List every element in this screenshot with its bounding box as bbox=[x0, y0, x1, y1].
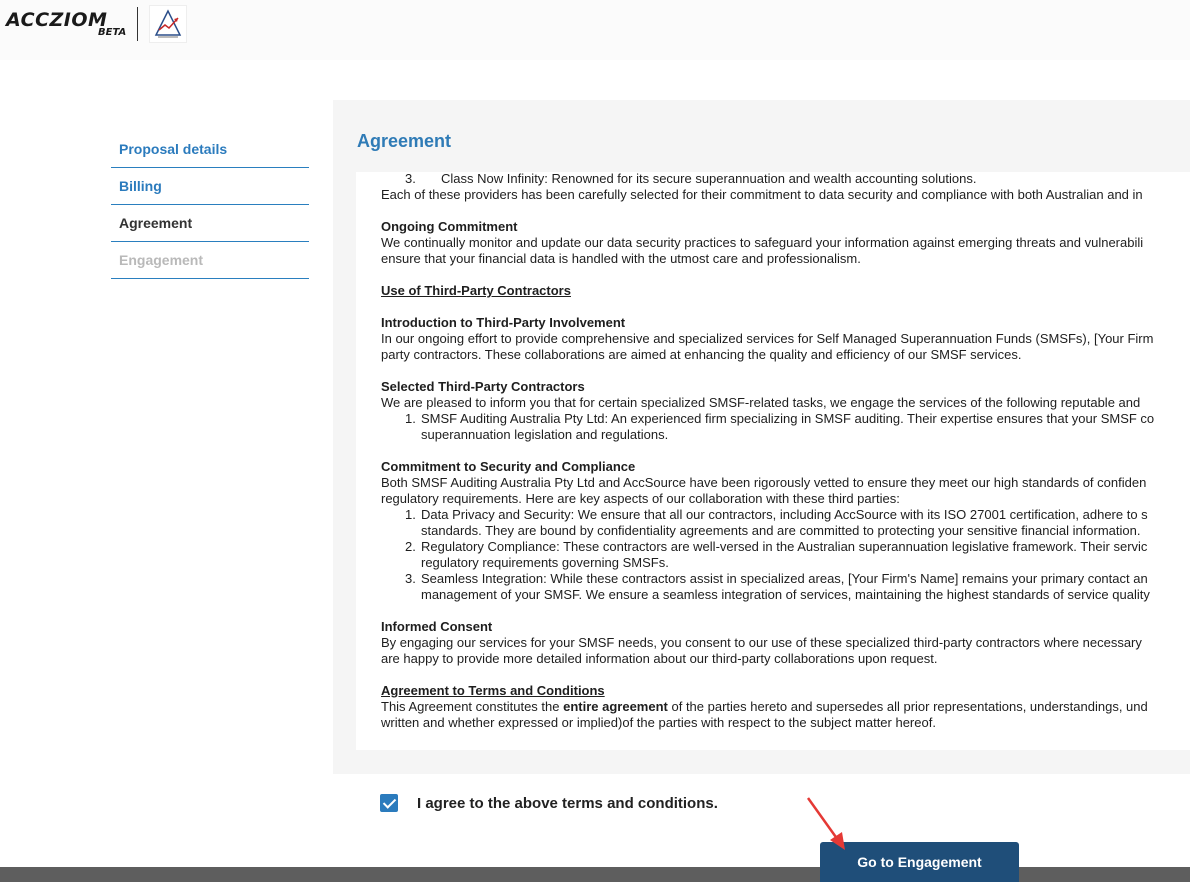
list-item: 3. Class Now Infinity: Renowned for its secure superannuation and wealth accounting solutions. bbox=[405, 172, 977, 186]
section-heading: Informed Consent bbox=[381, 619, 493, 634]
section-heading: Use of Third-Party Contractors bbox=[381, 283, 571, 298]
annotation-arrow-icon bbox=[800, 792, 860, 858]
sidebar-item-engagement: Engagement bbox=[111, 242, 309, 279]
list-item: 2. Regulatory Compliance: These contractors are well-versed in the Australian superannuation legislative framework. Their servic bbox=[405, 539, 1148, 554]
section-heading: Commitment to Security and Compliance bbox=[381, 459, 636, 474]
paragraph: In our ongoing effort to provide comprehensive and specialized services for Self Managed Superannuation Funds (SMSFs), [Your Firm bbox=[381, 331, 1154, 346]
agree-row bbox=[380, 794, 718, 812]
paragraph: Both SMSF Auditing Australia Pty Ltd and AccSource have been rigorously vetted to ensure they meet our high standards of confiden bbox=[381, 475, 1147, 490]
paragraph: Each of these providers has been carefully selected for their commitment to data security and compliance with both Australian and in bbox=[381, 187, 1143, 202]
logo-divider bbox=[137, 7, 138, 41]
go-to-engagement-button[interactable]: Go to Engagement bbox=[820, 842, 1019, 882]
paragraph: regulatory requirements. Here are key aspects of our collaboration with these third parties: bbox=[381, 491, 900, 506]
list-item-continuation: standards. They are bound by confidentiality agreements and are committed to protecting your sensitive financial information. bbox=[421, 523, 1141, 538]
list-item-continuation: regulatory requirements governing SMSFs. bbox=[421, 555, 669, 570]
list-item-continuation: management of your SMSF. We ensure a seamless integration of services, maintaining the highest standards of service quality bbox=[421, 587, 1150, 602]
list-item: 1. SMSF Auditing Australia Pty Ltd: An experienced firm specializing in SMSF auditing. Their expertise ensures that your SMSF co bbox=[405, 411, 1155, 426]
agreement-panel bbox=[333, 100, 1190, 774]
brand-name: ACCZIOM bbox=[6, 9, 108, 31]
paragraph: ensure that your financial data is handled with the utmost care and professionalism. bbox=[381, 251, 861, 266]
page-title: Agreement bbox=[357, 131, 452, 151]
section-heading: Agreement to Terms and Conditions bbox=[381, 683, 605, 698]
partner-logo-icon bbox=[149, 5, 187, 43]
paragraph: By engaging our services for your SMSF needs, you consent to our use of these specialized third-party contractors where necessary bbox=[381, 635, 1142, 650]
list-item-continuation: superannuation legislation and regulations. bbox=[421, 427, 669, 442]
app-header bbox=[0, 0, 1190, 60]
paragraph: party contractors. These collaborations are aimed at enhancing the quality and efficiency of our SMSF services. bbox=[381, 347, 1022, 362]
brand-beta-tag: BETA bbox=[98, 27, 127, 38]
agreement-scroll-area[interactable] bbox=[356, 172, 1190, 750]
paragraph: written and whether expressed or implied)of the parties with respect to the subject matter hereof. bbox=[381, 715, 936, 730]
sidebar-item-billing[interactable]: Billing bbox=[111, 168, 309, 205]
paragraph: are happy to provide more detailed information about our third-party collaborations upon request. bbox=[381, 651, 938, 666]
paragraph: We continually monitor and update our data security practices to safeguard your information against emerging threats and vulnerabili bbox=[381, 235, 1144, 250]
step-sidebar bbox=[111, 131, 309, 279]
agree-checkbox[interactable] bbox=[380, 794, 398, 812]
agreement-text bbox=[381, 172, 1190, 731]
sidebar-item-proposal-details[interactable]: Proposal details bbox=[111, 131, 309, 168]
paragraph: We are pleased to inform you that for certain specialized SMSF-related tasks, we engage the services of the following reputable and bbox=[381, 395, 1141, 410]
list-item: 3. Seamless Integration: While these contractors assist in specialized areas, [Your Firm's Name] remains your primary contact an bbox=[405, 571, 1148, 586]
sidebar-item-agreement[interactable]: Agreement bbox=[111, 205, 309, 242]
section-heading: Selected Third-Party Contractors bbox=[381, 379, 585, 394]
acczio-logo[interactable] bbox=[6, 9, 127, 38]
agree-label[interactable]: I agree to the above terms and conditions. bbox=[417, 794, 718, 812]
section-heading: Ongoing Commitment bbox=[381, 219, 518, 234]
section-heading: Introduction to Third-Party Involvement bbox=[381, 315, 626, 330]
paragraph: This Agreement constitutes the entire agreement of the parties hereto and supersedes all prior representations, understandings, und bbox=[381, 699, 1148, 714]
list-item: 1. Data Privacy and Security: We ensure that all our contractors, including AccSource with its ISO 27001 certification, adhere to s bbox=[405, 507, 1148, 522]
